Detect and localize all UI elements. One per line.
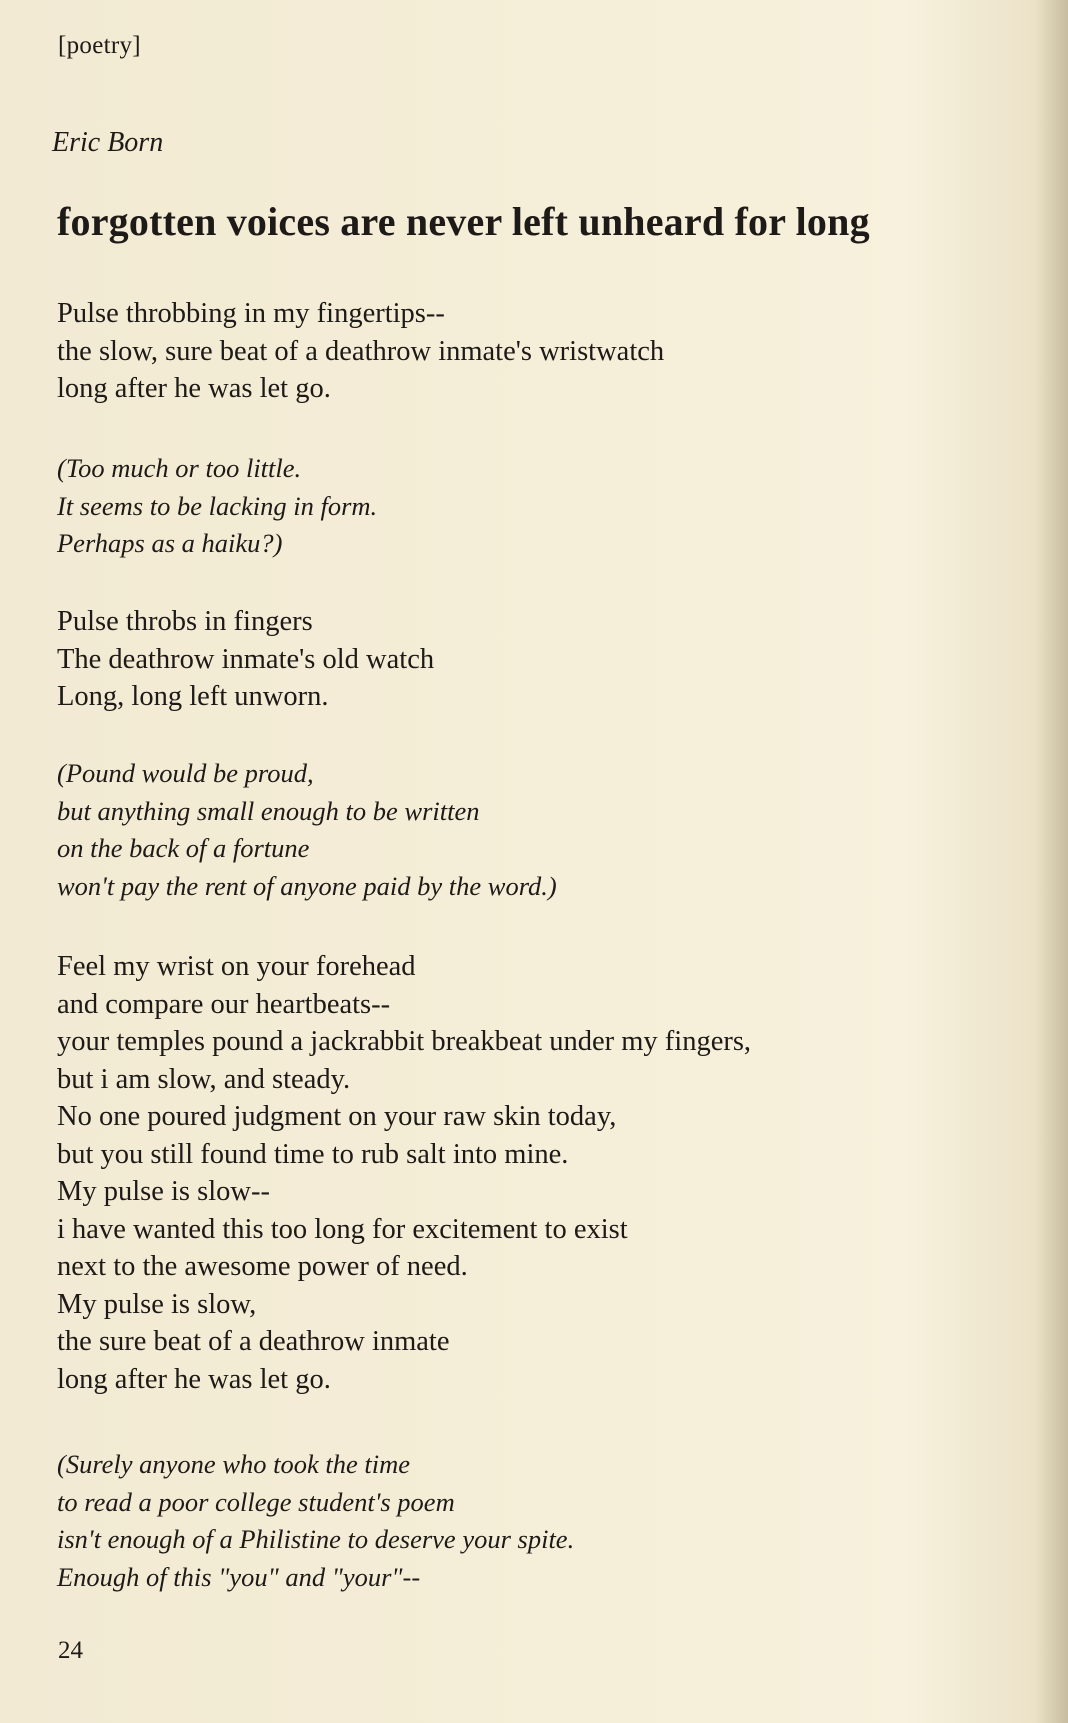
poem-line: but anything small enough to be written — [57, 795, 480, 826]
page-number: 24 — [58, 1637, 83, 1664]
poem-line: but i am slow, and steady. — [57, 1063, 351, 1095]
poem-line: Feel my wrist on your forehead — [57, 951, 416, 982]
poem-line: i have wanted this too long for excitement to exist — [57, 1213, 628, 1245]
stanza-2 — [57, 450, 377, 563]
poem-line: to read a poor college student's poem — [57, 1486, 455, 1517]
poem-line: My pulse is slow-- — [57, 1176, 270, 1207]
section-tag: [poetry] — [58, 32, 141, 59]
stanza-6 — [57, 1446, 574, 1596]
poem-line: the sure beat of a deathrow inmate — [57, 1326, 450, 1357]
poem-line: your temples pound a jackrabbit breakbeat under my fingers, — [57, 1026, 752, 1057]
poem-line: the slow, sure beat of a deathrow inmate's wristwatch — [57, 335, 665, 367]
poem-line: isn't enough of a Philistine to deserve your spite. — [57, 1524, 575, 1554]
poem-line: next to the awesome power of need. — [57, 1251, 468, 1282]
stanza-1 — [57, 295, 664, 408]
poem-line: Pulse throbs in fingers — [57, 606, 313, 637]
author-name: Eric Born — [52, 127, 164, 158]
poem-line: but you still found time to rub salt into mine. — [57, 1138, 569, 1170]
poem-line: It seems to be lacking in form. — [57, 490, 378, 521]
poem-line: My pulse is slow, — [57, 1288, 257, 1320]
stanza-3 — [57, 603, 434, 716]
poem-line: Pulse throbbing in my fingertips-- — [57, 298, 445, 329]
page-edge-shadow — [1034, 0, 1068, 1723]
stanza-5 — [57, 948, 751, 1398]
stanza-4 — [57, 755, 557, 905]
poem-line: Long, long left unworn. — [57, 681, 329, 712]
poem-line: The deathrow inmate's old watch — [57, 643, 435, 675]
poem-line: on the back of a fortune — [57, 833, 310, 863]
poem-line: (Surely anyone who took the time — [57, 1449, 410, 1479]
poem-line: (Too much or too little. — [57, 453, 302, 483]
poem-line: long after he was let go. — [57, 373, 331, 404]
poem-title: forgotten voices are never left unheard for long — [57, 199, 870, 244]
poem-line: Enough of this "you" and "your"-- — [57, 1561, 421, 1592]
poem-line: No one poured judgment on your raw skin today, — [57, 1101, 617, 1132]
poem-line: and compare our heartbeats-- — [57, 988, 391, 1020]
poem-line: won't pay the rent of anyone paid by the word.) — [57, 870, 557, 901]
poem-line: Perhaps as a haiku?) — [57, 528, 283, 558]
poem-line: (Pound would be proud, — [57, 758, 314, 788]
poem-line: long after he was let go. — [57, 1363, 331, 1395]
